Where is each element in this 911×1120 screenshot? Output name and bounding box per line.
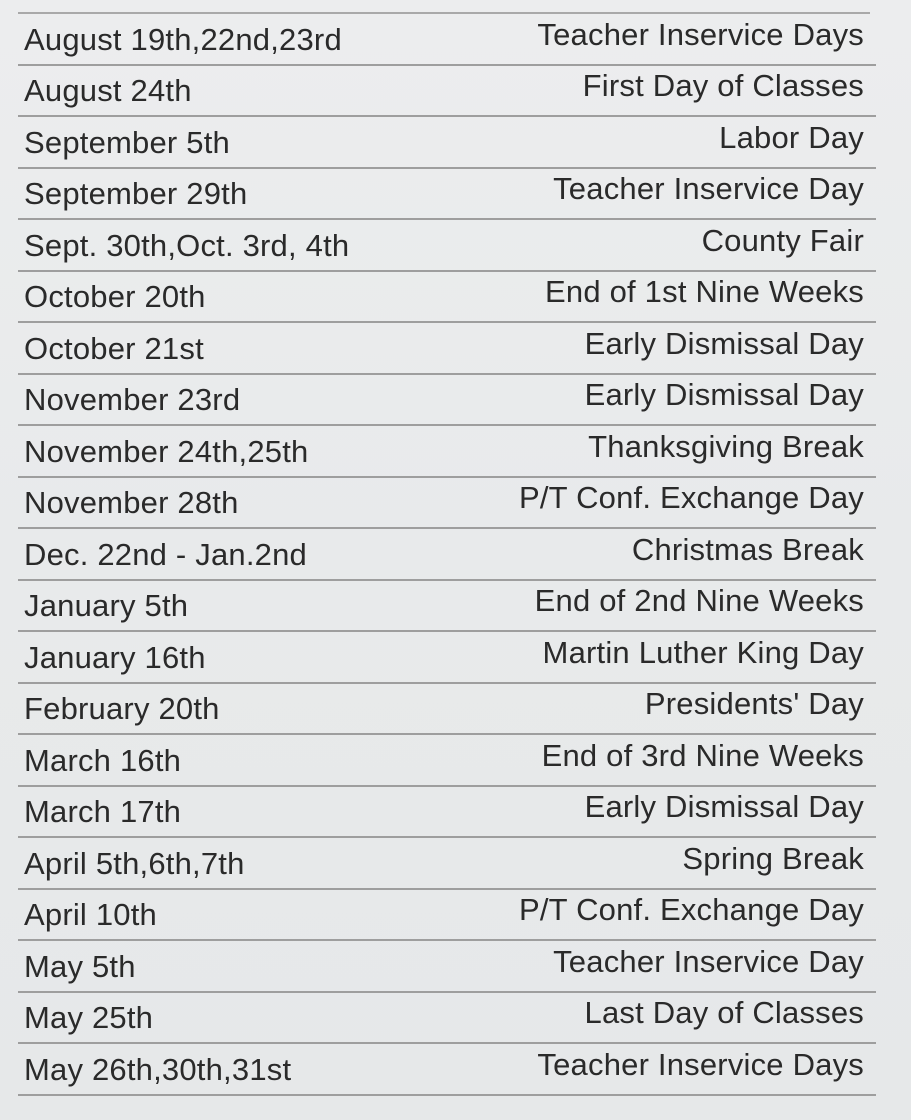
event-cell: End of 1st Nine Weeks [545, 274, 864, 309]
date-cell: September 5th [24, 124, 230, 160]
school-calendar-table [18, 14, 876, 1096]
event-cell: Labor Day [719, 119, 864, 155]
date-cell: May 25th [24, 1000, 154, 1035]
event-cell: First Day of Classes [582, 68, 864, 103]
event-cell: Early Dismissal Day [584, 377, 864, 412]
table-row [18, 941, 876, 993]
table-row [18, 1044, 876, 1096]
event-cell: End of 2nd Nine Weeks [534, 583, 864, 618]
table-row [18, 890, 876, 942]
table-row [18, 169, 876, 221]
event-cell: Early Dismissal Day [584, 325, 864, 361]
table-row [18, 581, 876, 633]
date-cell: November 24th,25th [24, 433, 309, 469]
event-cell: P/T Conf. Exchange Day [518, 892, 864, 927]
table-row [18, 323, 876, 375]
date-cell: October 20th [24, 279, 206, 314]
event-cell: Early Dismissal Day [584, 789, 864, 824]
event-cell: P/T Conf. Exchange Day [518, 480, 864, 515]
event-cell: Christmas Break [631, 531, 864, 567]
table-row [18, 838, 876, 890]
table-row [18, 272, 876, 324]
date-cell: August 19th,22nd,23rd [24, 21, 342, 57]
table-row [18, 632, 876, 684]
date-cell: August 24th [24, 73, 192, 108]
date-cell: September 29th [24, 176, 248, 211]
event-cell: Spring Break [682, 840, 864, 876]
date-cell: November 23rd [24, 382, 241, 417]
date-cell: May 26th,30th,31st [24, 1051, 292, 1087]
event-cell: Teacher Inservice Day [553, 171, 864, 206]
event-cell: Teacher Inservice Day [553, 943, 864, 979]
date-cell: February 20th [24, 691, 220, 726]
table-row [18, 426, 876, 478]
event-cell: County Fair [701, 222, 864, 258]
table-row [18, 787, 876, 839]
table-row [18, 14, 876, 66]
date-cell: May 5th [24, 948, 136, 984]
date-cell: March 17th [24, 794, 182, 829]
table-row [18, 117, 876, 169]
date-cell: March 16th [24, 742, 182, 778]
date-cell: October 21st [24, 330, 204, 366]
date-cell: April 10th [24, 897, 157, 932]
date-cell: November 28th [24, 485, 239, 520]
table-row [18, 735, 876, 787]
date-cell: January 16th [24, 639, 206, 675]
date-cell: January 5th [24, 588, 189, 623]
event-cell: Presidents' Day [644, 686, 864, 721]
table-row [18, 375, 876, 427]
table-row [18, 220, 876, 272]
table-row [18, 529, 876, 581]
table-row [18, 684, 876, 736]
table-row [18, 478, 876, 530]
event-cell: Martin Luther King Day [542, 634, 864, 670]
event-cell: Last Day of Classes [584, 995, 864, 1030]
event-cell: Teacher Inservice Days [537, 16, 864, 52]
event-cell: Thanksgiving Break [588, 428, 864, 464]
date-cell: Dec. 22nd - Jan.2nd [24, 536, 307, 572]
date-cell: April 5th,6th,7th [24, 845, 245, 881]
table-row [18, 993, 876, 1045]
event-cell: Teacher Inservice Days [537, 1046, 864, 1082]
date-cell: Sept. 30th,Oct. 3rd, 4th [24, 227, 350, 263]
table-row [18, 66, 876, 118]
event-cell: End of 3rd Nine Weeks [541, 737, 864, 773]
